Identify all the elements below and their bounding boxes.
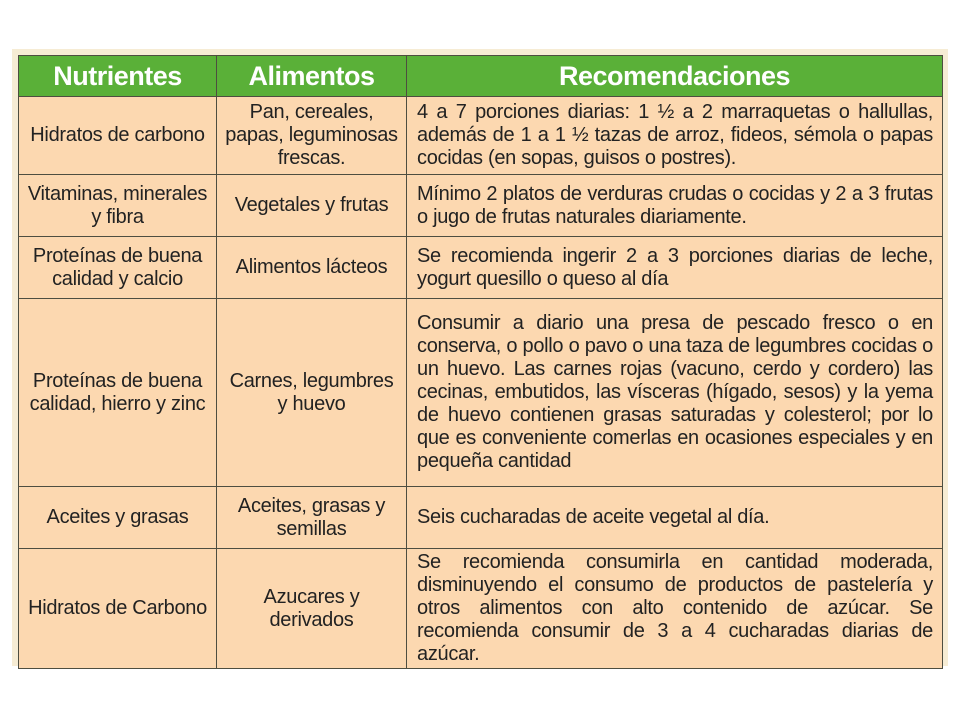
nutrient-cell: Proteínas de buena calidad, hierro y zinc xyxy=(19,299,217,487)
food-cell: Carnes, legumbres y huevo xyxy=(217,299,407,487)
table-row xyxy=(19,97,943,175)
header-nutrientes: Nutrientes xyxy=(19,56,217,97)
recommendation-cell: Se recomienda ingerir 2 a 3 porciones diarias de leche, yogurt quesillo o queso al día xyxy=(407,237,943,299)
table-row xyxy=(19,549,943,669)
table-row xyxy=(19,487,943,549)
food-cell: Aceites, grasas y semillas xyxy=(217,487,407,549)
header-recomendaciones: Recomendaciones xyxy=(407,56,943,97)
header-alimentos: Alimentos xyxy=(217,56,407,97)
recommendation-cell: 4 a 7 porciones diarias: 1 ½ a 2 marraquetas o hallullas, además de 1 a 1 ½ tazas de arroz, fideos, sémola o papas cocidas (en sopas, guisos o postres). xyxy=(407,97,943,175)
recommendation-cell: Se recomienda consumirla en cantidad moderada, disminuyendo el consumo de productos de pastelería y otros alimentos con alto contenido de azúcar. Se recomienda consumir de 3 a 4 cucharadas diarias de azúcar. xyxy=(407,549,943,669)
food-cell: Azucares y derivados xyxy=(217,549,407,669)
nutrient-cell: Proteínas de buena calidad y calcio xyxy=(19,237,217,299)
table-row xyxy=(19,299,943,487)
nutrient-cell: Hidratos de carbono xyxy=(19,97,217,175)
nutrient-cell: Vitaminas, minerales y fibra xyxy=(19,175,217,237)
table-row xyxy=(19,237,943,299)
food-cell: Vegetales y frutas xyxy=(217,175,407,237)
food-cell: Alimentos lácteos xyxy=(217,237,407,299)
nutrient-cell: Hidratos de Carbono xyxy=(19,549,217,669)
nutrient-cell: Aceites y grasas xyxy=(19,487,217,549)
table-header-row xyxy=(19,56,943,97)
recommendation-cell: Consumir a diario una presa de pescado fresco o en conserva, o pollo o pavo o una taza de legumbres cocidas o un huevo. Las carnes rojas (vacuno, cerdo y cordero) las cecinas, embutidos, las vísceras (hígado, sesos) y la yema de huevo contienen grasas saturadas y colesterol; por lo que es conveniente comerlas en ocasiones especiales y en pequeña cantidad xyxy=(407,299,943,487)
nutrition-table xyxy=(18,55,943,669)
recommendation-cell: Seis cucharadas de aceite vegetal al día. xyxy=(407,487,943,549)
recommendation-cell: Mínimo 2 platos de verduras crudas o cocidas y 2 a 3 frutas o jugo de frutas naturales diariamente. xyxy=(407,175,943,237)
food-cell: Pan, cereales, papas, leguminosas frescas. xyxy=(217,97,407,175)
table-row xyxy=(19,175,943,237)
